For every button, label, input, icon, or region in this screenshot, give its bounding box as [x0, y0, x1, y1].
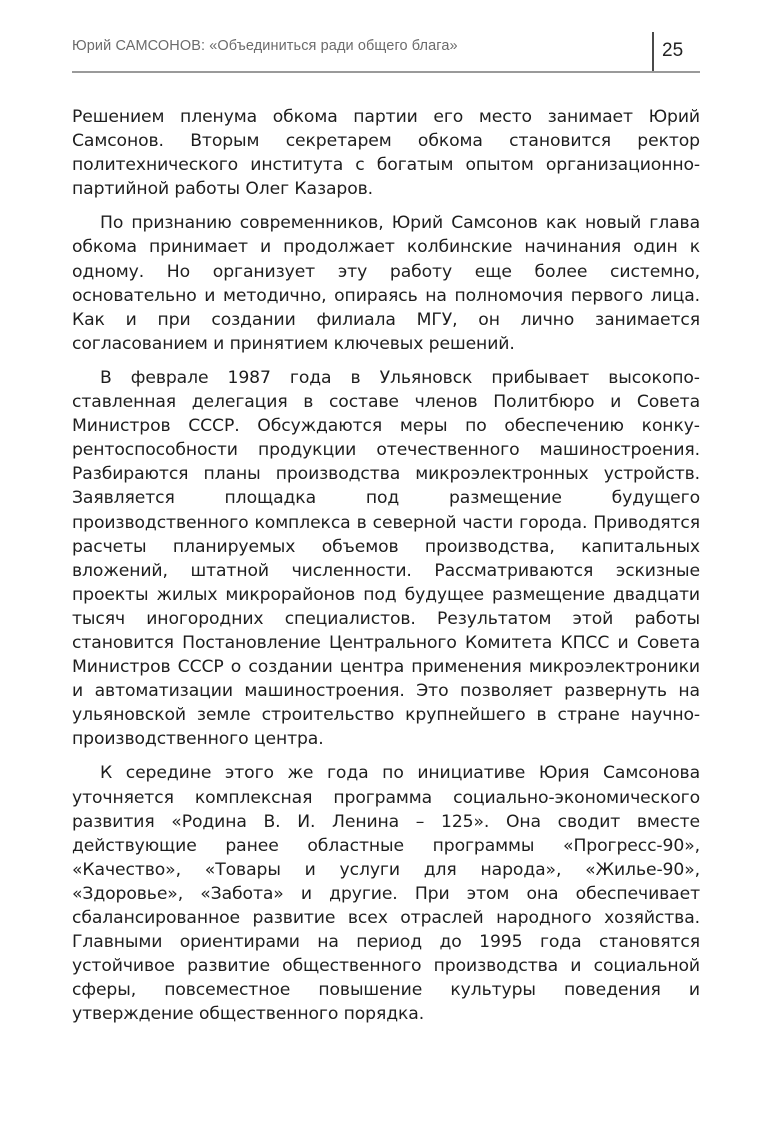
- paragraph-4: К середине этого же года по инициативе Юрия Самсонова уточняется комплексная программа социально-экономического развития «Родина В. И. Ленина – 125». Она сводит вместе действующие ранее областные программы «Прогресс-90», «Качество», «Товары и услуги для народа», «Жилье-90», «Здоровье», «Забота» и другие. При этом она обеспечивает сбалансированное развитие всех отраслей народного хозяйства. Главными ориентирами на период до 1995 года становятся устойчивое развитие общественного производства и социальной сферы, повсеместное повышение культуры поведения и утверждение общественного порядка.: [72, 763, 700, 1025]
- paragraph-1: Решением пленума обкома партии его место занимает Юрий Самсонов. Вторым секретарем обкома становится ректор политехнического института с богатым опытом организационно-партийной работы Олег Казаров.: [72, 107, 700, 200]
- paragraph-3: В феврале 1987 года в Ульяновск прибывает высокопоставленная делегация в составе членов Политбюро и Совета Министров СССР. Обсуждаются меры по обеспечению конкурентоспособности продукции отечественного машиностроения. Разбираются планы производства микроэлектронных устройств. Заявляется площадка под размещение будущего производственного комплекса в северной части города. Приводятся расчеты планируемых объемов производства, капитальных вложений, штатной численности. Рассматриваются эскизные проекты жилых микрорайонов под будущее размещение двадцати тысяч иногородних специалистов. Результатом этой работы становится Постановление Центрального Комитета КПСС и Совета Министров СССР о создании центра применения микроэлектроники и автоматизации машиностроения. Это позволяет развернуть на ульяновской земле строительство крупнейшего в стране научно-производственного центра.: [72, 367, 700, 750]
- paragraph-2: По признанию современников, Юрий Самсонов как новый глава обкома принимает и продолжает колбинские начинания один к одному. Но организует эту работу еще более системно, основательно и методично, опираясь на полномочия первого лица. Как и при создании филиала МГУ, он лично занимается согласованием и принятием ключевых решений.: [72, 213, 700, 354]
- header-rule: [72, 71, 700, 73]
- page-number: 25: [662, 40, 684, 61]
- running-head-title: Юрий САМСОНОВ: «Объединиться ради общего блага»: [72, 38, 458, 54]
- body-text: [72, 105, 700, 1036]
- header-divider: [652, 32, 654, 72]
